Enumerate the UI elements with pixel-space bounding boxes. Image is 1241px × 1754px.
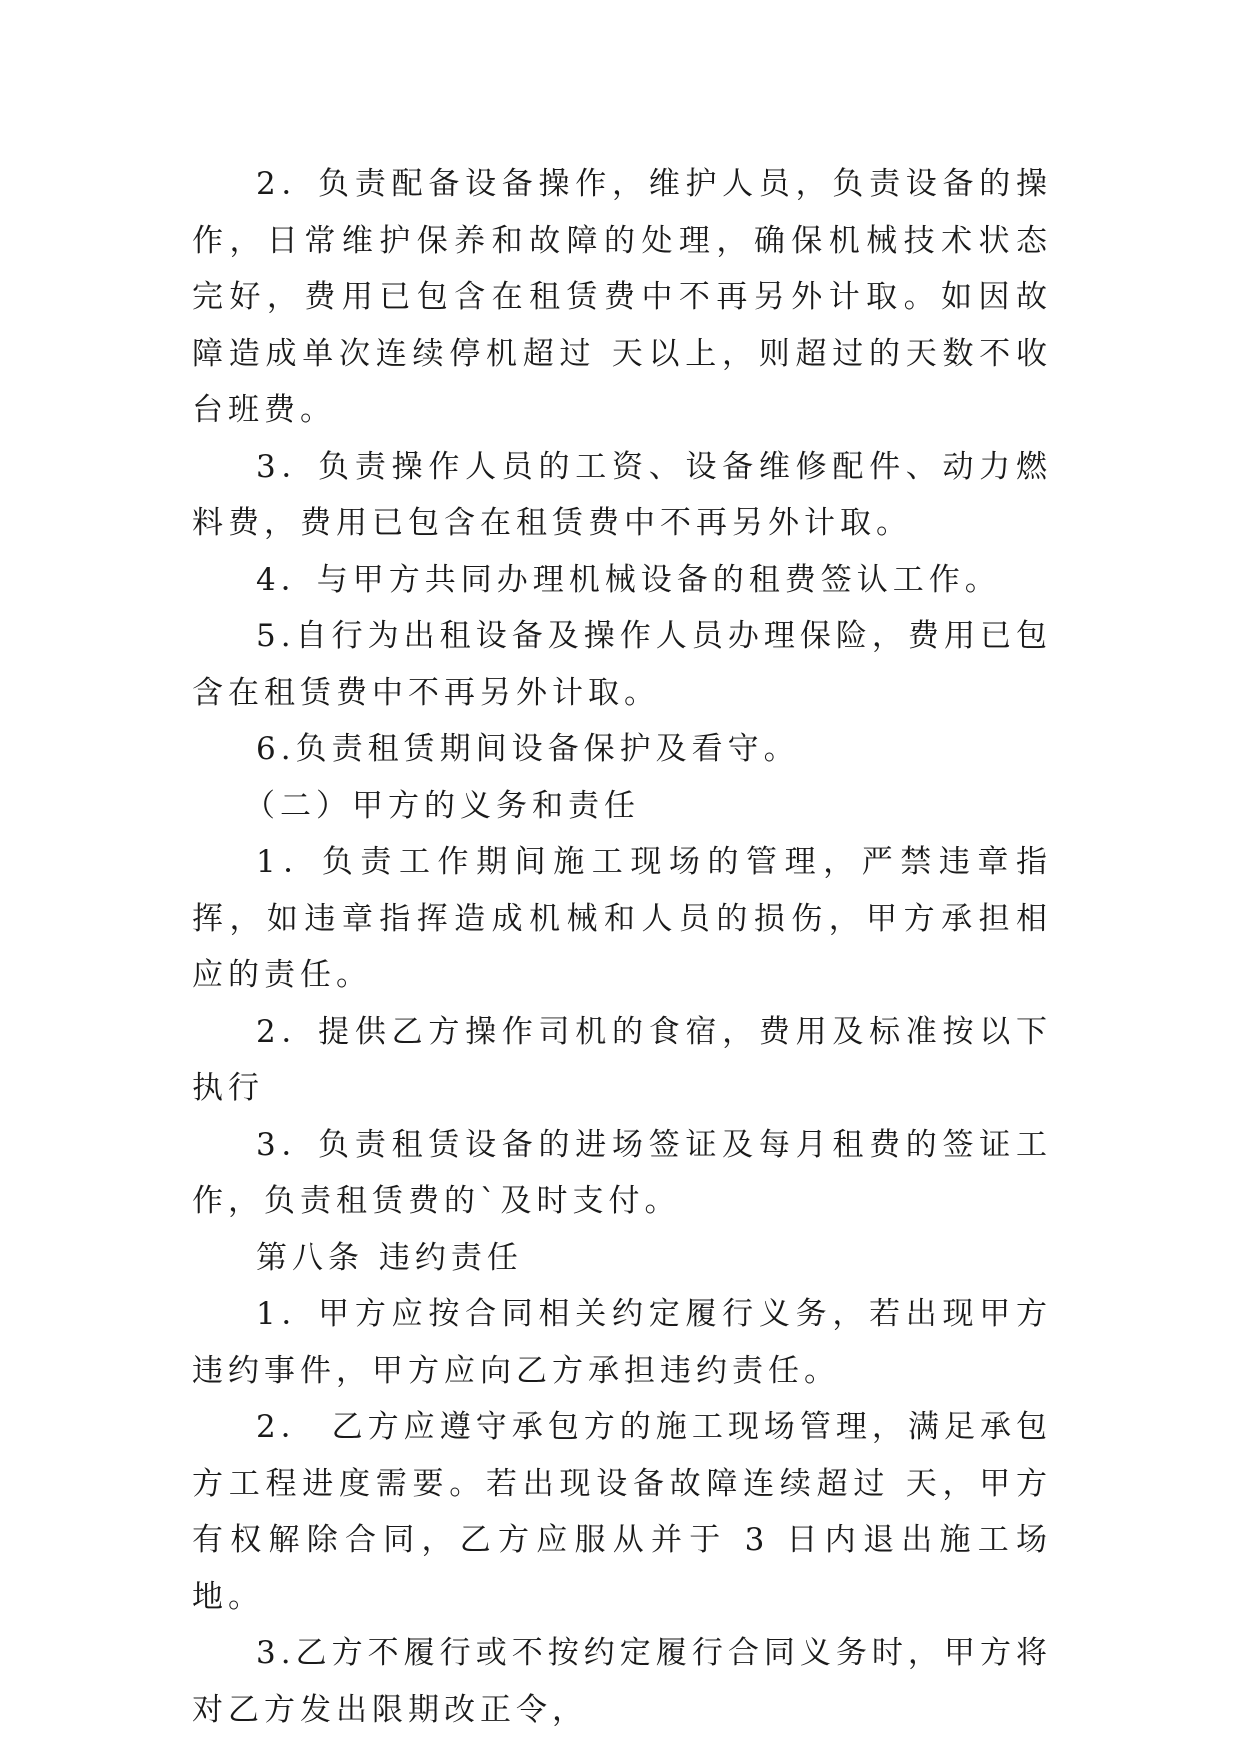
paragraph-item-2-driver-lodging: 2．提供乙方操作司机的食宿，费用及标准按以下执行 <box>192 1013 1052 1106</box>
paragraph-item-1-site-management: 1．负责工作期间施工现场的管理，严禁违章指挥，如违章指挥造成机械和人员的损伤，甲方承担相应的责任。 <box>192 844 1052 993</box>
paragraph-item-1-party-a-breach: 1．甲方应按合同相关约定履行义务，若出现甲方违约事件，甲方应向乙方承担违约责任。 <box>192 1296 1052 1389</box>
paragraph-item-3-rectification-order: 3.乙方不履行或不按约定履行合同义务时，甲方将对乙方发出限期改正令， <box>192 1635 1052 1728</box>
paragraph-item-4-rent-confirmation: 4．与甲方共同办理机械设备的租费签认工作。 <box>256 561 1001 598</box>
article-heading-breach-liability: 第八条 违约责任 <box>256 1239 523 1276</box>
paragraph-item-3-operator-wages: 3．负责操作人员的工资、设备维修配件、动力燃料费，费用已包含在租赁费中不再另外计取。 <box>192 448 1052 541</box>
paragraph-item-2-equipment-operation: 2．负责配备设备操作，维护人员，负责设备的操作，日常维护保养和故障的处理，确保机械技术状态完好，费用已包含在租赁费中不再另外计取。如因故障造成单次连续停机超过 天以上，则超过的天数不收台班费。 <box>192 166 1052 428</box>
document-body <box>192 156 1052 1738</box>
paragraph-item-6-equipment-protection: 6.负责租赁期间设备保护及看守。 <box>256 731 800 767</box>
paragraph-item-5-insurance: 5.自行为出租设备及操作人员办理保险，费用已包含在租赁费中不再另外计取。 <box>192 618 1052 711</box>
section-heading-party-a-obligations: （二）甲方的义务和责任 <box>244 787 640 824</box>
paragraph-item-3-visa-payment: 3．负责租赁设备的进场签证及每月租费的签证工作，负责租赁费的`及时支付。 <box>192 1126 1052 1219</box>
paragraph-item-2-party-b-compliance: 2． 乙方应遵守承包方的施工现场管理，满足承包方工程进度需要。若出现设备故障连续超过 天，甲方有权解除合同，乙方应服从并于 3 日内退出施工场地。 <box>192 1409 1052 1615</box>
